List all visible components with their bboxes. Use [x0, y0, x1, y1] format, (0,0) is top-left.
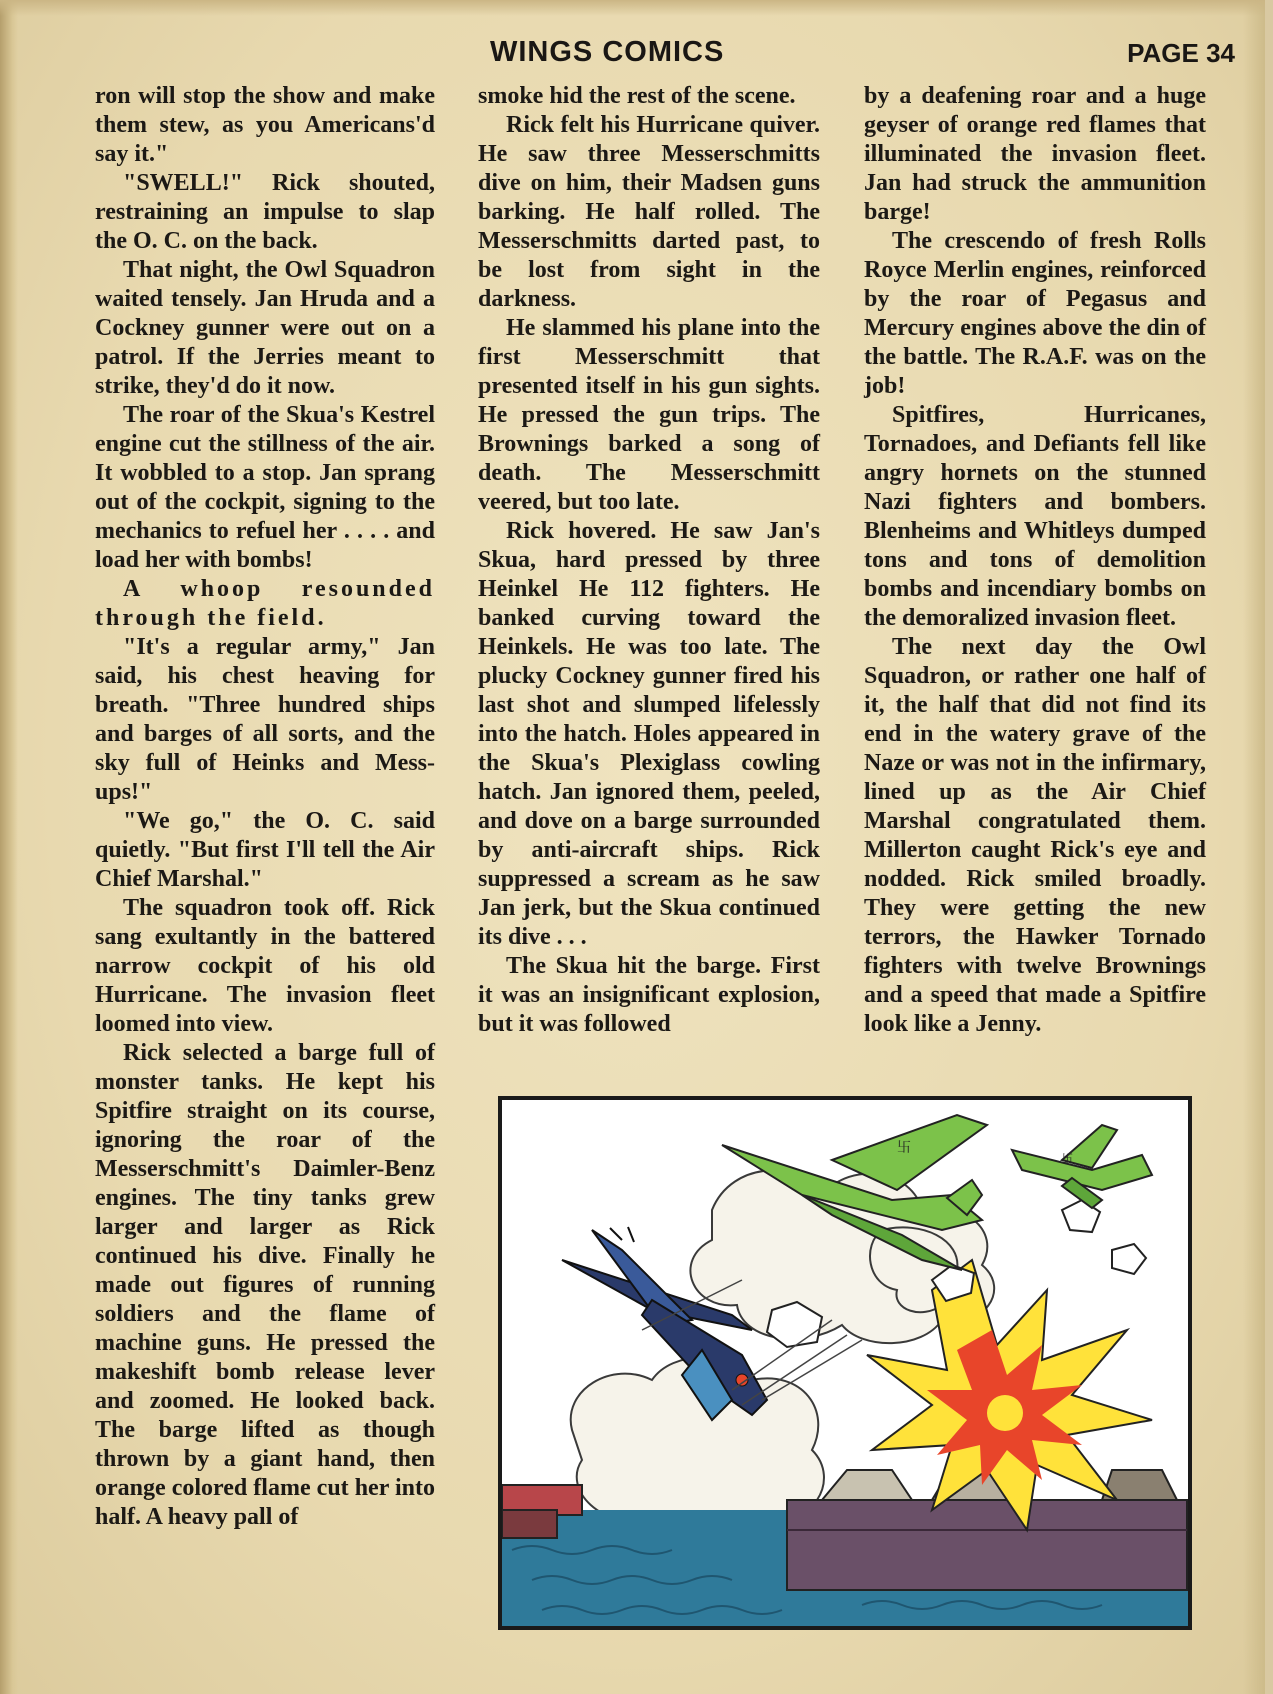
paragraph: ron will stop the show and make them stew, as you Americans'd say it.": [95, 83, 435, 167]
page-header-title: WINGS COMICS: [490, 36, 725, 68]
paragraph: He slammed his plane into the first Messerschmitt that presented itself in his gun sights. He pressed the gun trips. The Brownings barked a song of death. The Messerschmitt veered, but too late.: [478, 315, 820, 515]
paragraph: The next day the Owl Squadron, or rather one half of it, the half that did not find its end in the watery grave of the Naze or was not in the infirmary, lined up as the Air Chief Marshal congratulated them. Millerton caught Rick's eye and nodded. Rick smiled broadly. They were getting the new terrors, the Hawker Tornado fighters with twelve Brownings and a speed that made a Spitfire look like a Jenny.: [864, 634, 1206, 1037]
svg-text:卐: 卐: [897, 1140, 911, 1156]
paragraph: smoke hid the rest of the scene.: [478, 83, 796, 109]
paragraph: A whoop resounded through the field.: [95, 576, 435, 631]
text-column-3: [864, 82, 1206, 1039]
paragraph: That night, the Owl Squadron waited tensely. Jan Hruda and a Cockney gunner were out on a patrol. If the Jerries meant to strike, they'd do it now.: [95, 257, 435, 399]
svg-text:卐: 卐: [1062, 1152, 1073, 1165]
paragraph: "SWELL!" Rick shouted, restraining an impulse to slap the O. C. on the back.: [95, 170, 435, 254]
text-column-1: [95, 82, 435, 1532]
paragraph: The Skua hit the barge. First it was an insignificant explosion, but it was followed: [478, 953, 820, 1037]
paragraph: "It's a regular army," Jan said, his chest heaving for breath. "Three hundred ships and barges of all sorts, and the sky full of Heinks and Mess-ups!": [95, 634, 435, 805]
text-column-2: [478, 82, 820, 1039]
paragraph: Rick selected a barge full of monster tanks. He kept his Spitfire straight on its course, ignoring the roar of the Messerschmitt's Daimler-Benz engines. The tiny tanks grew larger and larger as Rick continued his dive. Finally he made out figures of running soldiers and the flame of machine guns. He pressed the makeshift bomb release lever and zoomed. He looked back. The barge lifted as though thrown by a giant hand, then orange colored flame cut her into half. A heavy pall of: [95, 1040, 435, 1530]
paragraph: by a deafening roar and a huge geyser of orange red flames that illuminated the invasion fleet. Jan had struck the ammunition barge!: [864, 83, 1206, 225]
barge-right: [787, 1470, 1187, 1590]
comic-illustration-panel: [498, 1096, 1192, 1630]
page-edge: [1243, 0, 1265, 1694]
paragraph: "We go," the O. C. said quietly. "But first I'll tell the Air Chief Marshal.": [95, 808, 435, 892]
page-spine: [0, 0, 18, 1694]
paragraph: The crescendo of fresh Rolls Royce Merlin engines, reinforced by the roar of Pegasus and Mercury engines above the din of the battle. The R.A.F. was on the job!: [864, 228, 1206, 399]
paragraph: Spitfires, Hurricanes, Tornadoes, and Defiants fell like angry hornets on the stunned Nazi fighters and bombers. Blenheims and Whitleys dumped tons and tons of demolition bombs and incendiary bombs on the demoralized invasion fleet.: [864, 402, 1206, 631]
air-battle-illustration: [502, 1100, 1188, 1626]
page-top-shadow: [0, 0, 1265, 16]
page-number: PAGE 34: [1127, 38, 1235, 68]
paragraph: Rick hovered. He saw Jan's Skua, hard pressed by three Heinkel He 112 fighters. He banked curving toward the Heinkels. He was too late. The plucky Cockney gunner fired his last shot and slumped lifelessly into the hatch. Holes appeared in the Skua's Plexiglass cowling hatch. Jan ignored them, peeled, and dove on a barge surrounded by anti-aircraft ships. Rick suppressed a scream as he saw Jan jerk, but the Skua continued its dive . . .: [478, 518, 820, 950]
paragraph: The squadron took off. Rick sang exultantly in the battered narrow cockpit of his old Hurricane. The invasion fleet loomed into view.: [95, 895, 435, 1037]
paragraph: The roar of the Skua's Kestrel engine cut the stillness of the air. It wobbled to a stop. Jan sprang out of the cockpit, signing to the mechanics to refuel her . . . . and load her with bombs!: [95, 402, 435, 573]
paragraph: Rick felt his Hurricane quiver. He saw three Messerschmitts dive on him, their Madsen guns barking. He half rolled. The Messerschmitts darted past, to be lost from sight in the darkness.: [478, 112, 820, 312]
